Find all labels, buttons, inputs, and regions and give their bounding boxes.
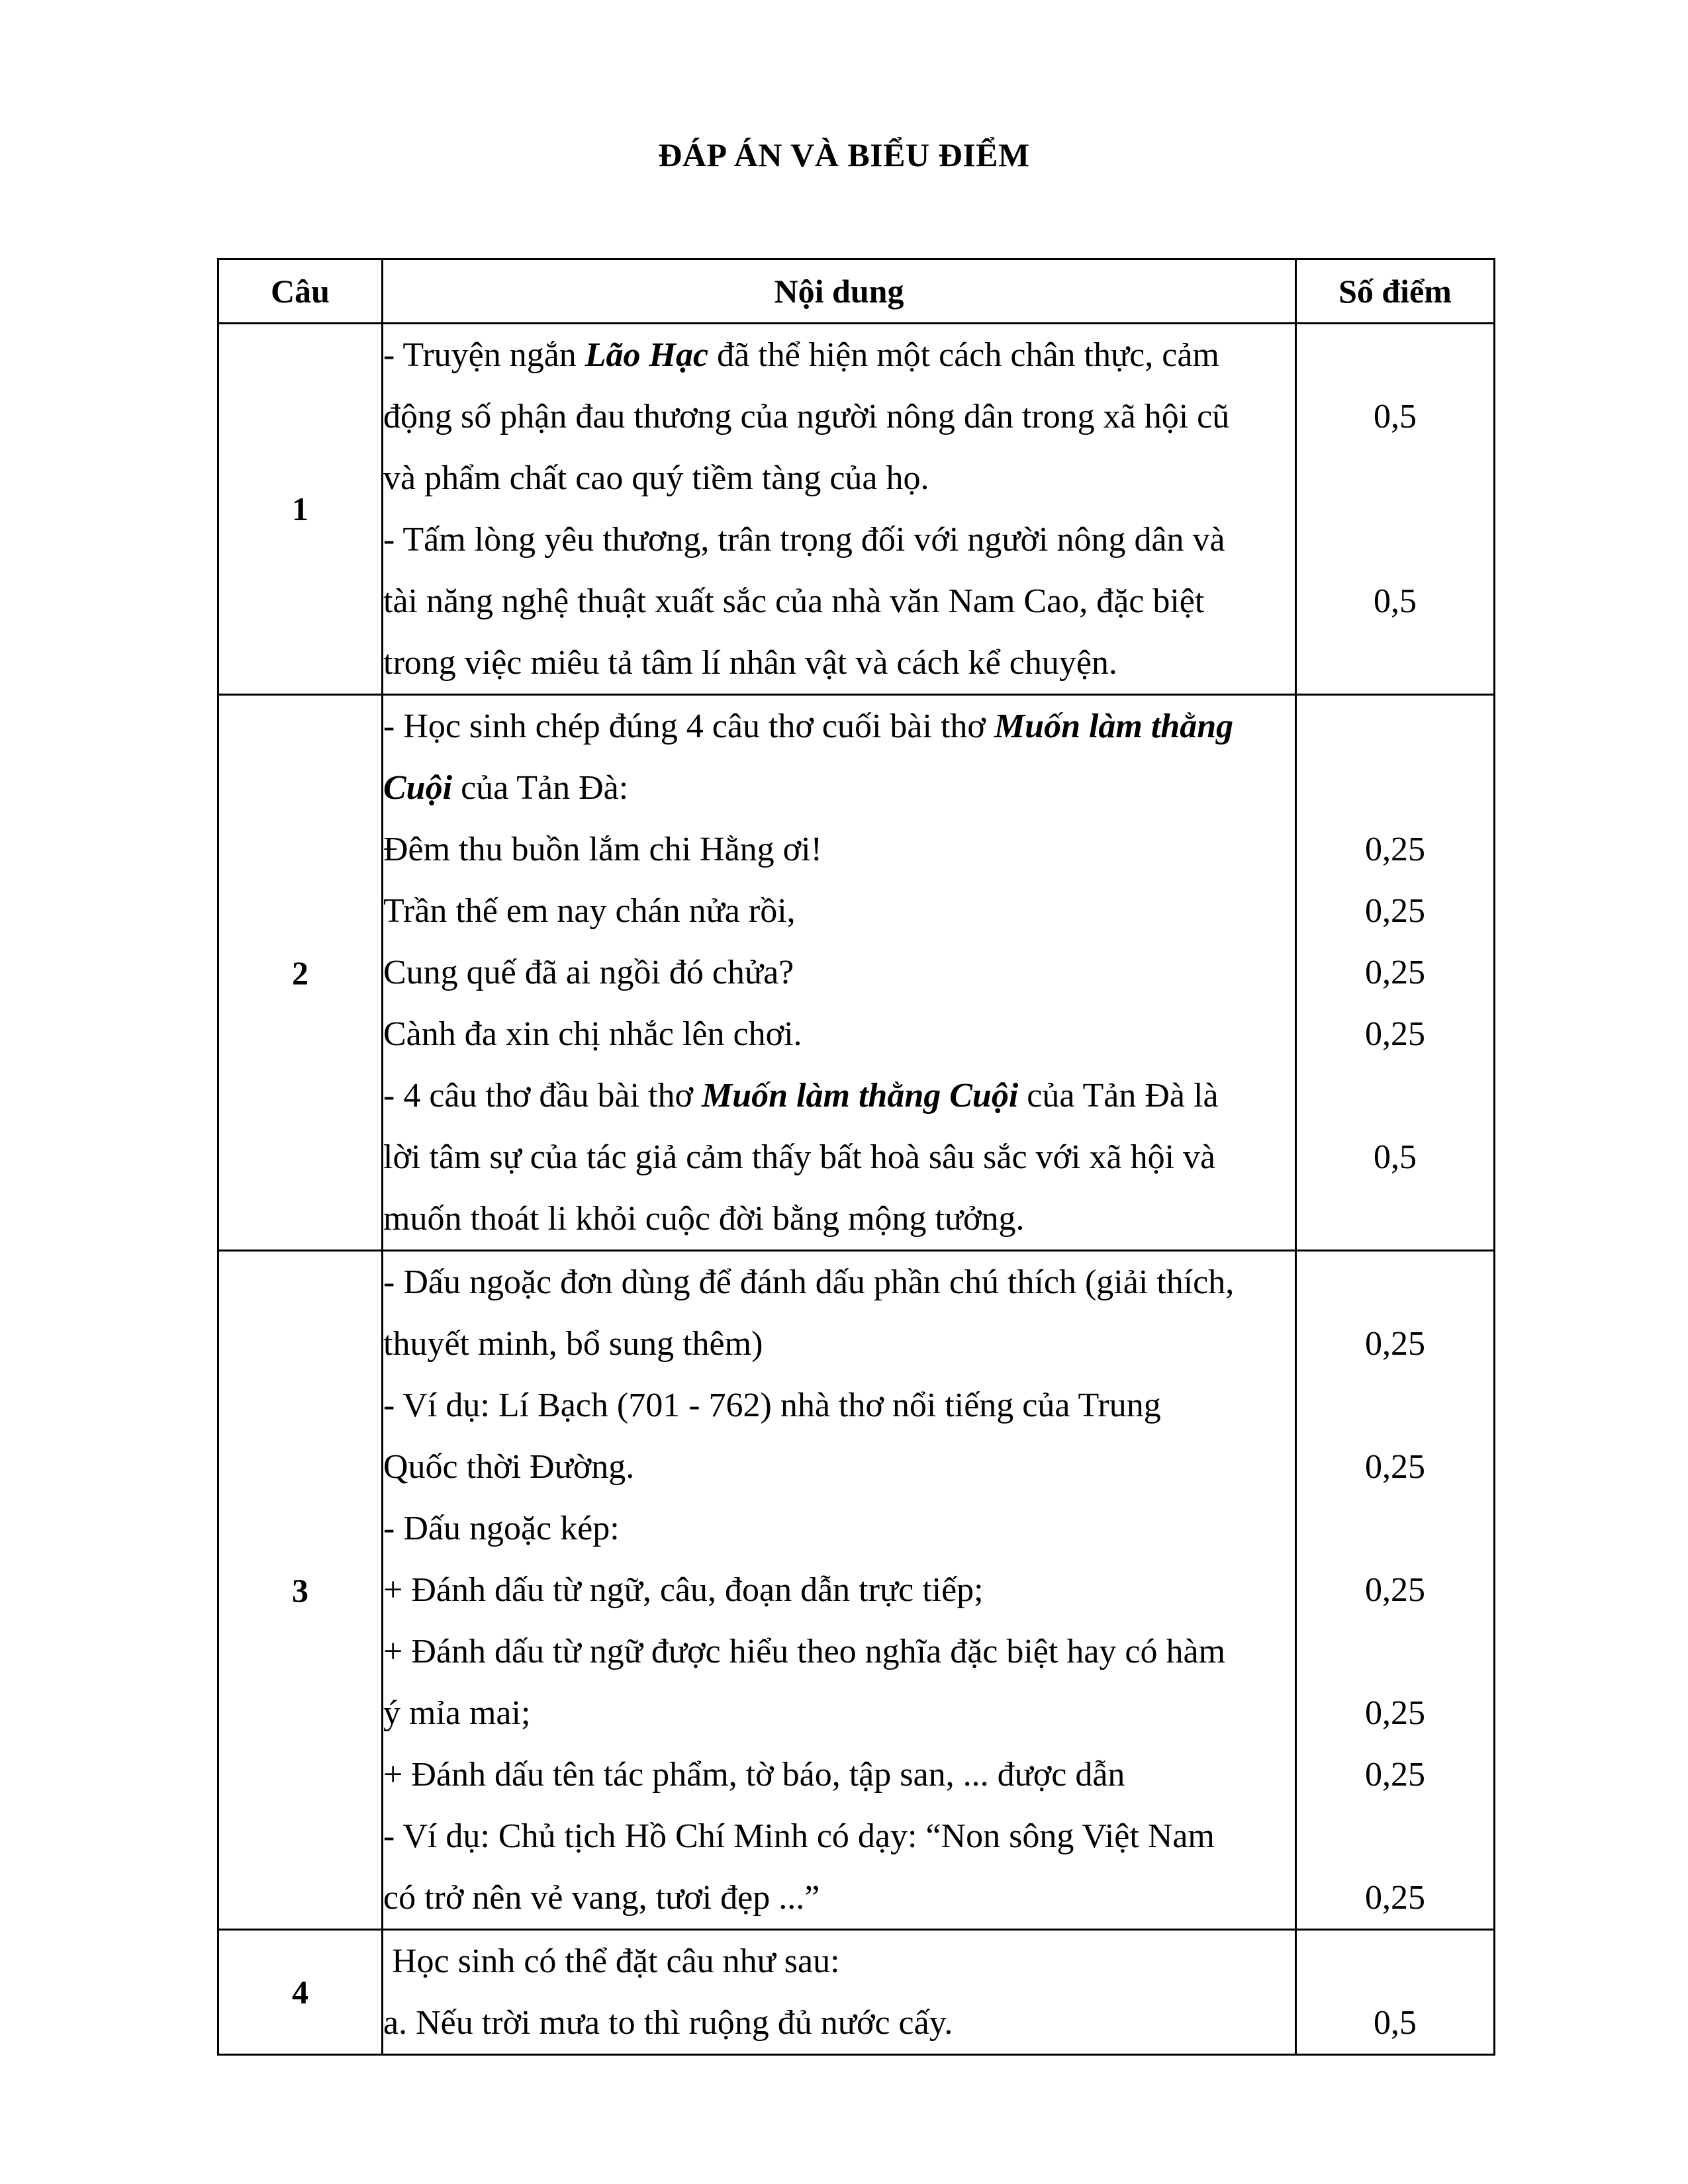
answer-content <box>383 1251 1296 1930</box>
table-row <box>218 695 1495 1251</box>
score-cell <box>1296 1930 1495 2055</box>
page-title: ĐÁP ÁN VÀ BIỂU ĐIỂM <box>658 136 1030 173</box>
score-value: 0,25 <box>1365 1448 1425 1486</box>
poem-line: Trần thế em nay chán nửa rồi, <box>383 892 796 930</box>
content-line: và phẩm chất cao quý tiềm tàng của họ. <box>383 459 929 497</box>
table-header-row <box>218 259 1495 324</box>
score-value: 0,25 <box>1365 1015 1425 1053</box>
header-noi-dung: Nội dung <box>383 259 1296 324</box>
question-number: 2 <box>218 695 383 1251</box>
score-value: 0,25 <box>1365 1879 1425 1917</box>
score-value <box>1297 509 1493 570</box>
content-line: - Ví dụ: Lí Bạch (701 - 762) nhà thơ nổi tiếng của Trung <box>383 1387 1161 1424</box>
content-line: + Đánh dấu từ ngữ được hiểu theo nghĩa đặc biệt hay có hàm <box>383 1633 1226 1670</box>
table-row <box>218 1930 1495 2055</box>
score-value <box>1297 1065 1493 1126</box>
content-line: ý mỉa mai; <box>383 1694 531 1732</box>
score-value <box>1297 696 1493 757</box>
content-line: a. Nếu trời mưa to thì ruộng đủ nước cấy. <box>383 2004 953 2042</box>
score-cell <box>1296 695 1495 1251</box>
content-line: - Học sinh chép đúng 4 câu thơ cuối bài thơ Muốn làm thằng <box>383 707 1234 745</box>
score-value <box>1297 1621 1493 1682</box>
poem-line: Cung quế đã ai ngồi đó chửa? <box>383 954 794 991</box>
content-line: muốn thoát li khỏi cuộc đời bằng mộng tưởng. <box>383 1200 1025 1238</box>
score-cell <box>1296 1251 1495 1930</box>
score-cell <box>1296 324 1495 695</box>
score-value: 0,25 <box>1365 1756 1425 1794</box>
content-line: tài năng nghệ thuật xuất sắc của nhà văn Nam Cao, đặc biệt <box>383 582 1205 620</box>
emphasis-text: Muốn làm thằng <box>994 707 1234 745</box>
question-number: 4 <box>218 1930 383 2055</box>
score-value <box>1297 1805 1493 1867</box>
score-value: 0,25 <box>1365 1694 1425 1732</box>
answer-content <box>383 324 1296 695</box>
content-line: - Truyện ngắn Lão Hạc đã thể hiện một cách chân thực, cảm <box>383 336 1219 374</box>
table-row <box>218 1251 1495 1930</box>
question-number: 3 <box>218 1251 383 1930</box>
content-line: - Dấu ngoặc kép: <box>383 1510 620 1547</box>
header-so-diem: Số điểm <box>1296 259 1495 324</box>
score-value: 0,25 <box>1365 954 1425 991</box>
score-value: 0,25 <box>1365 892 1425 930</box>
score-value: 0,25 <box>1365 831 1425 868</box>
score-value <box>1297 1375 1493 1436</box>
answer-content <box>383 1930 1296 2055</box>
content-line: + Đánh dấu từ ngữ, câu, đoạn dẫn trực tiếp; <box>383 1571 984 1609</box>
score-value: 0,5 <box>1374 398 1417 435</box>
question-number: 1 <box>218 324 383 695</box>
content-line: - 4 câu thơ đầu bài thơ Muốn làm thằng Cuội của Tản Đà là <box>383 1077 1219 1115</box>
answer-table <box>217 258 1495 2056</box>
emphasis-text: Lão Hạc <box>585 336 709 374</box>
score-value <box>1297 1498 1493 1559</box>
score-value <box>1297 757 1493 819</box>
score-value: 0,25 <box>1365 1325 1425 1363</box>
score-value <box>1297 632 1493 694</box>
content-line: thuyết minh, bổ sung thêm) <box>383 1325 763 1363</box>
table-row <box>218 324 1495 695</box>
score-value <box>1297 447 1493 509</box>
content-line: Cuội của Tản Đà: <box>383 769 629 807</box>
score-value <box>1297 1188 1493 1250</box>
score-value: 0,5 <box>1374 582 1417 620</box>
content-line: Quốc thời Đường. <box>383 1448 635 1486</box>
score-value <box>1297 324 1493 386</box>
content-line: + Đánh dấu tên tác phẩm, tờ báo, tập san, ... được dẫn <box>383 1756 1125 1794</box>
content-line: trong việc miêu tả tâm lí nhân vật và cách kể chuyện. <box>383 644 1117 682</box>
content-line: - Tấm lòng yêu thương, trân trọng đối với người nông dân và <box>383 521 1225 559</box>
score-value <box>1297 1251 1493 1313</box>
header-cau: Câu <box>218 259 383 324</box>
score-value: 0,25 <box>1365 1571 1425 1609</box>
poem-line: Cành đa xin chị nhắc lên chơi. <box>383 1015 802 1053</box>
content-line: có trở nên vẻ vang, tươi đẹp ...” <box>383 1879 820 1917</box>
content-line: - Dấu ngoặc đơn dùng để đánh dấu phần chú thích (giải thích, <box>383 1263 1235 1301</box>
score-value: 0,5 <box>1374 1138 1417 1176</box>
score-value <box>1297 1931 1493 1992</box>
emphasis-text: Muốn làm thằng Cuội <box>701 1077 1019 1115</box>
content-line: lời tâm sự của tác giả cảm thấy bất hoà sâu sắc với xã hội và <box>383 1138 1216 1176</box>
content-line: động số phận đau thương của người nông dân trong xã hội cũ <box>383 398 1230 435</box>
answer-content <box>383 695 1296 1251</box>
poem-line: Đêm thu buồn lắm chi Hằng ơi! <box>383 831 822 868</box>
content-line: - Ví dụ: Chủ tịch Hồ Chí Minh có dạy: “Non sông Việt Nam <box>383 1817 1215 1855</box>
score-value: 0,5 <box>1374 2004 1417 2042</box>
emphasis-text: Cuội <box>383 769 453 807</box>
content-line: Học sinh có thể đặt câu như sau: <box>383 1942 840 1980</box>
